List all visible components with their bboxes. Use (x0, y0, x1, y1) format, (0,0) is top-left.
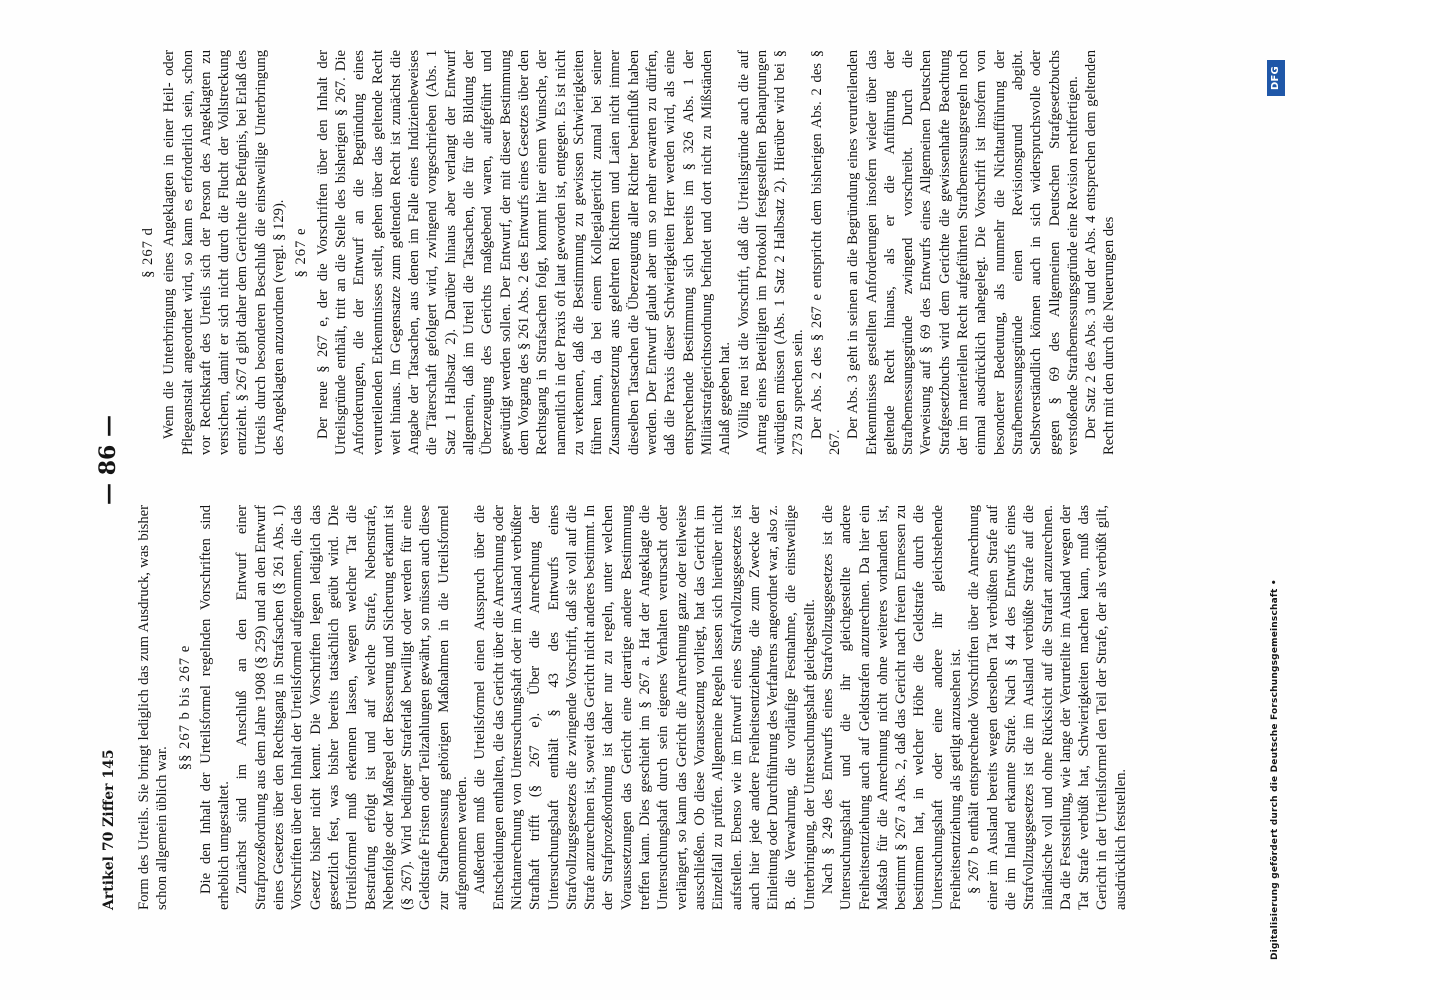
paragraph: Wenn die Unterbringung eines Angeklagten in einer Heil- oder Pflegeanstalt angeordnet wird, so kann es erforderlich sein, schon vor Rechtskraft des Urteils sich der Person des Angeklagten zu versichern, damit er sich nicht durch die Flucht der Vollstreckung entzieht. § 267 d gibt daher dem Gerichte die Befugnis, bei Erlaß des Urteils durch besonderen Beschluß die einstweilige Unterbringung des Angeklagten anzuordnen (vergl. § 129). (161, 50, 288, 455)
paragraph: Nach § 249 des Entwurfs eines Strafvollzugsgesetzes ist die Untersuchungshaft und die ihr gleichgestellte andere Freiheitsentziehung auch auf Geldstrafen anzurechnen. Da hier ein Maßstab für die Anrechnung nicht ohne weiteres vorhanden ist, bestimmt § 267 a Abs. 2, daß das Gericht nach freiem Ermessen zu bestimmen hat, in welcher Höhe die Geldstrafe durch die Untersuchungshaft oder eine andere ihr gleichstehende Freiheitsentziehung als getilgt anzusehen ist. (819, 505, 965, 910)
digitization-credit (1265, 60, 1289, 960)
paragraph: Der Abs. 3 geht in seinen an die Begründung eines verurteilenden Erkenntnisses gestellten Anforderungen insofern wieder über das geltende Recht hinaus, als er die Anführung der Strafbemessungsgründe zwingend vorschreibt. Durch die Verweisung auf § 69 des Entwurfs eines Allgemeinen Deutschen Strafgesetzbuchs wird dem Gerichte die gewissenhafte Beachtung der im materiellen Recht aufgeführten Strafbemessungsregeln noch einmal ausdrücklich nahegelegt. Die Vorschrift ist insofern von besonderer Bedeutung, als nunmehr die Nichtaufführung der Strafbemessungsgründe einen Revisionsgrund abgibt. Selbstverständlich können auch in sich widerspruchsvolle oder gegen § 69 des Allgemeinen Deutschen Strafgesetzbuchs verstoßende Strafbemessungsgründe eine Revision rechtfertigen. (845, 50, 1081, 455)
paragraph: Die den Inhalt der Urteilsformel regelnden Vorschriften sind erheblich umgestaltet. (197, 505, 233, 910)
section-heading: § 267 d (140, 227, 156, 278)
dfg-logo: DFG (1267, 60, 1285, 96)
left-text-column (135, 505, 1130, 910)
section-heading: §§ 267 b bis 267 e (176, 644, 193, 771)
paragraph: Außerdem muß die Urteilsformel einen Ausspruch über die Entscheidungen enthalten, die das Gericht über die Anrechnung oder Nichtanrechnung von Untersuchungshaft oder im Ausland verbüßter Strafhaft trifft (§ 267 e). Über die Anrechnung der Untersuchungshaft enthält § 43 des Entwurfs eines Strafvollzugsgesetzes die zwingende Vorschrift, daß sie voll auf die Strafe anzurechnen ist, soweit das Gericht nicht anderes bestimmt. In der Strafprozeßordnung ist daher nur zu regeln, unter welchen Voraussetzungen das Gericht eine derartige andere Bestimmung treffen kann. Dies geschieht im § 267 a. Hat der Angeklagte die Untersuchungshaft durch sein eigenes Verhalten verursacht oder verlängert, so kann das Gericht die Anrechnung ganz oder teilweise ausschließen. Ob diese Voraussetzung vorliegt, hat das Gericht im Einzelfall zu prüfen. Allgemeine Regeln lassen sich hierüber nicht aufstellen. Ebenso wie im Entwurf eines Strafvollzugsgesetzes ist auch hier jede andere Freiheitsentziehung, die zum Zwecke der Einleitung oder Durchführung des Verfahrens angeordnet war, also z. B. die Verwahrung, die vorläufige Festnahme, die einstweilige Unterbringung, der Untersuchungshaft gleichgestellt. (472, 505, 818, 910)
paragraph: Form des Urteils. Sie bringt lediglich das zum Ausdruck, was bisher schon allgemein üblich war. (136, 505, 171, 910)
article-reference: Artikel 70 Ziffer 145 (101, 749, 117, 910)
paragraph: Der Abs. 2 des § 267 e entspricht dem bisherigen Abs. 2 des § 267. (808, 50, 843, 455)
credit-text: Digitalisierung gefördert durch die Deutsche Forschungsgemeinschaft • (1270, 579, 1280, 960)
paragraph: Zunächst sind im Anschluß an den Entwurf einer Strafprozeßordnung aus dem Jahre 1908 (§ 259) und an den Entwurf eines Gesetzes über den Rechtsgang in Strafsachen (§ 261 Abs. 1) Vorschriften über den Inhalt der Urteilsformel aufgenommen, die das Gesetz bisher nicht kennt. Die Vorschriften legen lediglich das gesetzlich fest, was bisher bereits tatsächlich geübt wird. Die Urteilsformel muß erkennen lassen, wegen welcher Tat die Bestrafung erfolgt ist und auf welche Strafe, Nebenstrafe, Nebenfolge oder Maßregel der Besserung und Sicherung erkannt ist (§ 267). Wird bedingter Straferlaß bewilligt oder werden für eine Geldstrafe Fristen oder Teilzahlungen gewährt, so müssen auch diese zur Strafbemessung gehörigen Maßnahmen in die Urteilsformel aufgenommen werden. (234, 505, 471, 910)
paragraph: Der neue § 267 e, der die Vorschriften über den Inhalt der Urteilsgründe enthält, tritt an die Stelle des bisherigen § 267. Die Anforderungen, die der Entwurf an die Begründung eines verurteilenden Erkenntnisses stellt, gehen über das geltende Recht weit hinaus. Im Gegensatze zum geltenden Recht ist zunächst die Angabe der Tatsachen, aus denen im Falle eines Indizienbeweises die Täterschaft gefolgert wird, zwingend vorgeschrieben (Abs. 1 Satz 1 Halbsatz 2). Darüber hinaus aber verlangt der Entwurf allgemein, daß im Urteil die Tatsachen, die für die Bildung der Überzeugung des Gerichts maßgebend waren, aufgeführt und gewürdigt werden sollen. Der Entwurf, der mit dieser Bestimmung dem Vorgang des § 261 Abs. 2 des Entwurfs eines Gesetzes über den Rechtsgang in Strafsachen folgt, kommt hier einem Wunsche, der namentlich in der Praxis oft laut geworden ist, entgegen. Es ist nicht zu verkennen, daß die Bestimmung zu gewissen Schwierigkeiten führen kann, da bei einem Kollegialgericht zumal bei seiner Zusammensetzung aus gelehrten Richtern und Laien nicht immer dieselben Tatsachen die Überzeugung aller Richter beeinflußt haben werden. Der Entwurf glaubt aber um so mehr erwarten zu dürfen, daß die Praxis dieser Schwierigkeiten Herr werden wird, als eine entsprechende Bestimmung sich bereits im § 326 Abs. 1 der Militärstrafgerichtsordnung befindet und dort nicht zu Mißständen Anlaß gegeben hat. (314, 50, 734, 455)
section-heading: § 267 e (293, 227, 310, 278)
page-number: — 86 — (95, 415, 121, 505)
paragraph: Völlig neu ist die Vorschrift, daß die Urteilsgründe auch die auf Antrag eines Beteiligten im Protokoll festgestellten Behauptungen würdigen müssen (Abs. 1 Satz 2 Halbsatz 2). Hierüber wird bei § 273 zu sprechen sein. (735, 50, 807, 455)
paragraph: Der Satz 2 des Abs. 3 und der Abs. 4 entsprechen dem geltenden Recht mit den durch die Neuerungen des (1083, 50, 1118, 455)
right-text-column (135, 50, 1119, 455)
paragraph: § 267 b enthält entsprechende Vorschriften über die Anrechnung einer im Ausland bereits wegen derselben Tat verbüßten Strafe auf die im Inland erkannte Strafe. Nach § 44 des Entwurfs eines Strafvollzugsgesetzes ist die im Ausland verbüßte Strafe auf die inländische voll und ohne Rücksicht auf die Strafart anzurechnen. Da die Feststellung, wie lange der Verurteilte im Ausland wegen der Tat Strafe verbüßt hat, Schwierigkeiten machen kann, muß das Gericht in der Urteilsformel den Teil der Strafe, der als verbüßt gilt, ausdrücklich feststellen. (966, 505, 1129, 910)
page-header (95, 50, 135, 910)
